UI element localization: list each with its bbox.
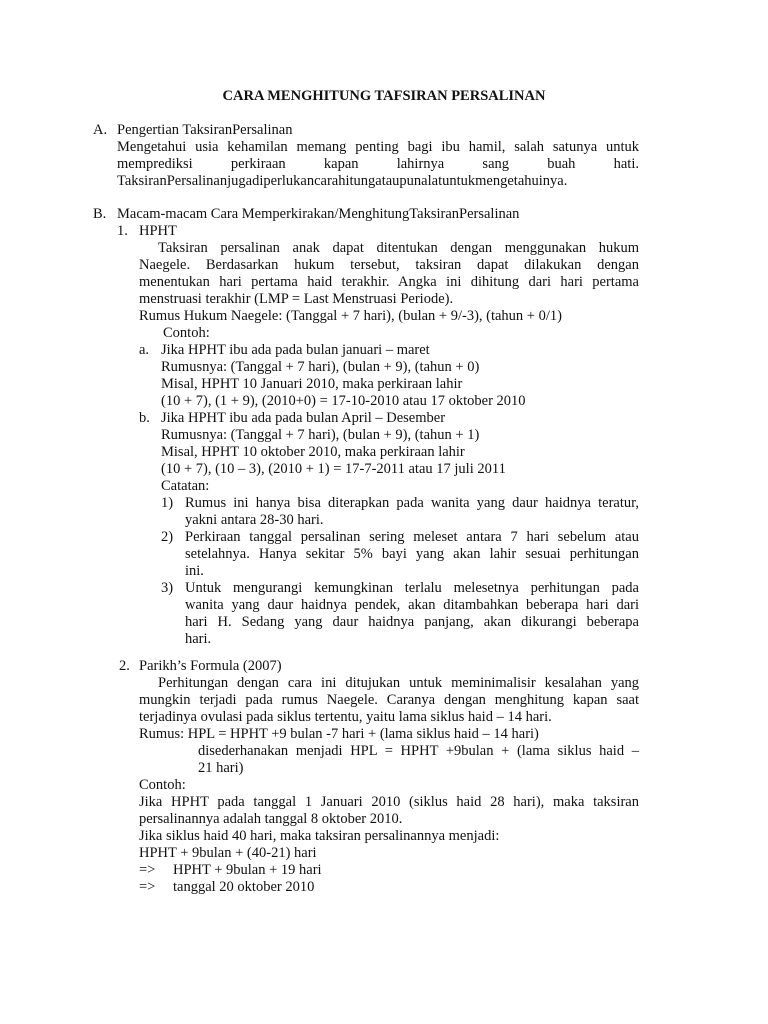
note-1-line: Rumus ini hanya bisa diterapkan pada wanita yang daur haidnya teratur, xyxy=(185,495,639,511)
item-2-example-line: Jika siklus haid 40 hari, maka taksiran persalinannya menjadi: xyxy=(139,828,500,844)
note-2-marker: 2) xyxy=(161,529,174,545)
note-2-line: setelahnya. Hanya sekitar 5% bayi yang akan lahir sesuai perhitungan xyxy=(185,546,639,562)
note-3-line: wanita yang daur haidnya pendek, akan ditambahkan beberapa hari dari xyxy=(185,597,639,613)
item-2-example-line: persalinannya adalah tanggal 8 oktober 2010. xyxy=(139,811,403,827)
parikh-formula-line: Rumus: HPL = HPHT +9 bulan -7 hari + (lama siklus haid – 14 hari) xyxy=(139,726,539,742)
item-1-heading: HPHT xyxy=(139,223,177,239)
case-a-heading: Jika HPHT ibu ada pada bulan januari – maret xyxy=(161,342,430,358)
note-2-line: ini. xyxy=(185,563,204,579)
case-a-line: (10 + 7), (1 + 9), (2010+0) = 17-10-2010 atau 17 oktober 2010 xyxy=(161,393,526,409)
calculation-result: tanggal 20 oktober 2010 xyxy=(173,879,315,895)
section-a-heading: Pengertian TaksiranPersalinan xyxy=(117,122,293,138)
case-a-marker: a. xyxy=(139,342,150,358)
document-title: CARA MENGHITUNG TAFSIRAN PERSALINAN xyxy=(222,88,546,104)
section-a-line: TaksiranPersalinanjugadiperlukancarahitungataupunalatuntukmengetahuinya. xyxy=(117,173,568,189)
case-b-line: Rumusnya: (Tanggal + 7 hari), (bulan + 9), (tahun + 1) xyxy=(161,427,480,443)
item-2-example-line: Jika HPHT pada tanggal 1 Januari 2010 (siklus haid 28 hari), maka taksiran xyxy=(139,794,639,810)
item-2-paragraph-line: terjadinya ovulasi pada siklus tertentu, yaitu lama siklus haid – 14 hari. xyxy=(139,709,552,725)
case-a-line: Misal, HPHT 10 Januari 2010, maka perkiraan lahir xyxy=(161,376,463,392)
case-b-line: Misal, HPHT 10 oktober 2010, maka perkiraan lahir xyxy=(161,444,465,460)
item-1-paragraph-line: menstruasi terakhir (LMP = Last Menstruasi Periode). xyxy=(139,291,454,307)
item-2-heading: Parikh’s Formula (2007) xyxy=(139,658,282,674)
note-1-line: yakni antara 28-30 hari. xyxy=(185,512,324,528)
note-3-line: Untuk mengurangi kemungkinan terlalu melesetnya perhitungan pada xyxy=(185,580,639,596)
section-b-heading: Macam-macam Cara Memperkirakan/MenghitungTaksiranPersalinan xyxy=(117,206,520,222)
item-2-paragraph-line: mungkin terjadi pada rumus Naegele. Caranya dengan menghitung kapan saat xyxy=(139,692,639,708)
item-2-marker: 2. xyxy=(119,658,130,674)
parikh-formula-line: 21 hari) xyxy=(198,760,244,776)
notes-label: Catatan: xyxy=(161,478,210,494)
note-1-marker: 1) xyxy=(161,495,174,511)
item-1-paragraph-line: Taksiran persalinan anak dapat ditentukan dengan menggunakan hukum xyxy=(158,240,639,256)
section-a-line: memprediksi perkiraan kapan lahirnya sang buah hati. xyxy=(117,156,639,172)
item-1-paragraph-line: menentukan hari pertama haid terakhir. Angka ini dihitung dari hari pertama xyxy=(139,274,639,290)
calculation-step: HPHT + 9bulan + 19 hari xyxy=(173,862,322,878)
note-2-line: Perkiraan tanggal persalinan sering meleset antara 7 hari sebelum atau xyxy=(185,529,639,545)
item-2-example-line: HPHT + 9bulan + (40-21) hari xyxy=(139,845,317,861)
arrow-icon: => xyxy=(139,862,156,878)
case-b-line: (10 + 7), (10 – 3), (2010 + 1) = 17-7-2011 atau 17 juli 2011 xyxy=(161,461,506,477)
case-b-heading: Jika HPHT ibu ada pada bulan April – Desember xyxy=(161,410,446,426)
item-1-paragraph-line: Naegele. Berdasarkan hukum tersebut, taksiran dapat dilakukan dengan xyxy=(139,257,639,273)
arrow-icon: => xyxy=(139,879,156,895)
item-2-example-label: Contoh: xyxy=(139,777,186,793)
case-b-marker: b. xyxy=(139,410,150,426)
example-label: Contoh: xyxy=(163,325,210,341)
item-1-marker: 1. xyxy=(117,223,128,239)
item-2-paragraph-line: Perhitungan dengan cara ini ditujukan untuk meminimalisir kesalahan yang xyxy=(158,675,639,691)
case-a-line: Rumusnya: (Tanggal + 7 hari), (bulan + 9), (tahun + 0) xyxy=(161,359,480,375)
section-a-marker: A. xyxy=(93,122,108,138)
parikh-formula-line: disederhanakan menjadi HPL = HPHT +9bulan + (lama siklus haid – xyxy=(198,743,639,759)
note-3-line: hari H. Sedang yang daur haidnya panjang, akan dikurangi beberapa xyxy=(185,614,639,630)
note-3-line: hari. xyxy=(185,631,212,647)
section-b-marker: B. xyxy=(93,206,107,222)
note-3-marker: 3) xyxy=(161,580,174,596)
naegele-formula: Rumus Hukum Naegele: (Tanggal + 7 hari), (bulan + 9/-3), (tahun + 0/1) xyxy=(139,308,562,324)
section-a-line: Mengetahui usia kehamilan memang penting bagi ibu hamil, salah satunya untuk xyxy=(117,139,639,155)
